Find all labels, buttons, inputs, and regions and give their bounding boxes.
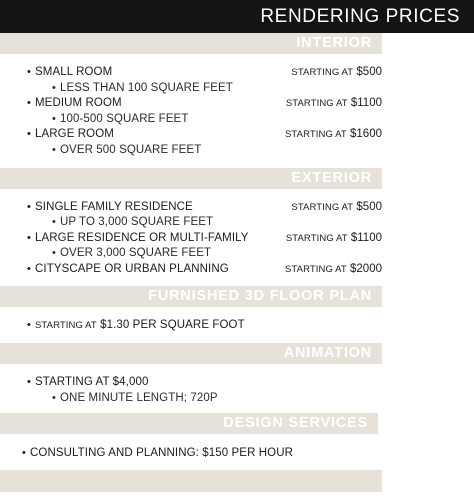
list-item-large-room — [27, 128, 114, 140]
bullet: • — [27, 201, 31, 213]
section-heading-animation: ANIMATION — [283, 345, 372, 361]
price-cityscape — [285, 263, 382, 275]
list-item-medium-room — [27, 97, 122, 109]
bullet: • — [27, 232, 31, 244]
list-subitem-single-family-size — [52, 216, 213, 228]
item-label: CONSULTING AND PLANNING: $150 PER HOUR — [30, 447, 294, 459]
price-amount: $500 — [356, 66, 382, 78]
item-label: OVER 500 SQUARE FEET — [60, 144, 202, 156]
list-item-small-room — [27, 66, 112, 78]
page-title: RENDERING PRICES — [260, 6, 460, 27]
bullet: • — [52, 82, 56, 94]
list-subitem-animation-length — [52, 392, 218, 404]
bullet: • — [52, 216, 56, 228]
section-band-floor-plan — [0, 286, 382, 307]
bullet: • — [52, 247, 56, 259]
item-label: SINGLE FAMILY RESIDENCE — [35, 201, 193, 213]
item-label: ONE MINUTE LENGTH; 720P — [60, 392, 218, 404]
item-label: $1.30 PER SQUARE FOOT — [100, 319, 245, 331]
list-item-floor-plan-price — [27, 319, 245, 331]
bullet: • — [52, 392, 56, 404]
item-label: MEDIUM ROOM — [35, 97, 122, 109]
item-label: 100-500 SQUARE FEET — [60, 113, 189, 125]
price-amount: $2000 — [350, 263, 382, 275]
section-heading-interior: INTERIOR — [296, 35, 372, 51]
list-item-cityscape — [27, 263, 229, 275]
item-label: LESS THAN 100 SQUARE FEET — [60, 82, 233, 94]
item-prefix: STARTING AT — [35, 320, 97, 331]
price-large-room — [285, 128, 382, 140]
item-label: STARTING AT $4,000 — [35, 376, 149, 388]
bullet: • — [52, 144, 56, 156]
price-amount: $1100 — [350, 232, 382, 244]
section-band-interior — [0, 33, 382, 54]
item-label: UP TO 3,000 SQUARE FEET — [60, 216, 214, 228]
section-heading-design-services: DESIGN SERVICES — [223, 415, 368, 431]
item-label: LARGE RESIDENCE OR MULTI-FAMILY — [35, 232, 249, 244]
bullet: • — [27, 97, 31, 109]
section-heading-floor-plan: FURNISHED 3D FLOOR PLAN — [148, 288, 372, 304]
price-amount: $1100 — [350, 97, 382, 109]
price-amount: $500 — [356, 201, 382, 213]
bullet: • — [52, 113, 56, 125]
section-band-design-services — [0, 413, 378, 434]
item-label: SMALL ROOM — [35, 66, 113, 78]
section-band-animation — [0, 343, 382, 364]
list-item-large-residence — [27, 232, 249, 244]
price-amount: $1600 — [350, 128, 382, 140]
bullet: • — [27, 376, 31, 388]
bullet: • — [27, 319, 31, 331]
price-prefix: STARTING AT — [291, 202, 354, 213]
bullet: • — [27, 66, 31, 78]
list-item-consulting — [22, 447, 293, 459]
section-band-exterior — [0, 168, 382, 189]
item-label: OVER 3,000 SQUARE FEET — [60, 247, 212, 259]
section-band-footer — [0, 470, 382, 492]
price-prefix: STARTING AT — [285, 98, 348, 109]
price-small-room — [291, 66, 382, 78]
price-prefix: STARTING AT — [291, 67, 354, 78]
price-prefix: STARTING AT — [285, 129, 347, 140]
price-large-residence — [286, 232, 382, 244]
bullet: • — [27, 128, 31, 140]
bullet: • — [27, 263, 31, 275]
list-item-animation-price — [27, 376, 148, 388]
section-heading-exterior: EXTERIOR — [291, 170, 372, 186]
list-subitem-large-residence-size — [52, 247, 211, 259]
item-label: CITYSCAPE OR URBAN PLANNING — [35, 263, 229, 275]
bullet: • — [22, 447, 26, 459]
title-bar — [0, 0, 474, 33]
price-prefix: STARTING AT — [285, 233, 348, 244]
list-item-single-family — [27, 201, 193, 213]
price-prefix: STARTING AT — [285, 264, 347, 275]
price-single-family — [291, 201, 382, 213]
list-subitem-medium-room-size — [52, 113, 188, 125]
price-medium-room — [286, 97, 382, 109]
list-subitem-large-room-size — [52, 144, 201, 156]
item-label: LARGE ROOM — [35, 128, 114, 140]
list-subitem-small-room-size — [52, 82, 233, 94]
